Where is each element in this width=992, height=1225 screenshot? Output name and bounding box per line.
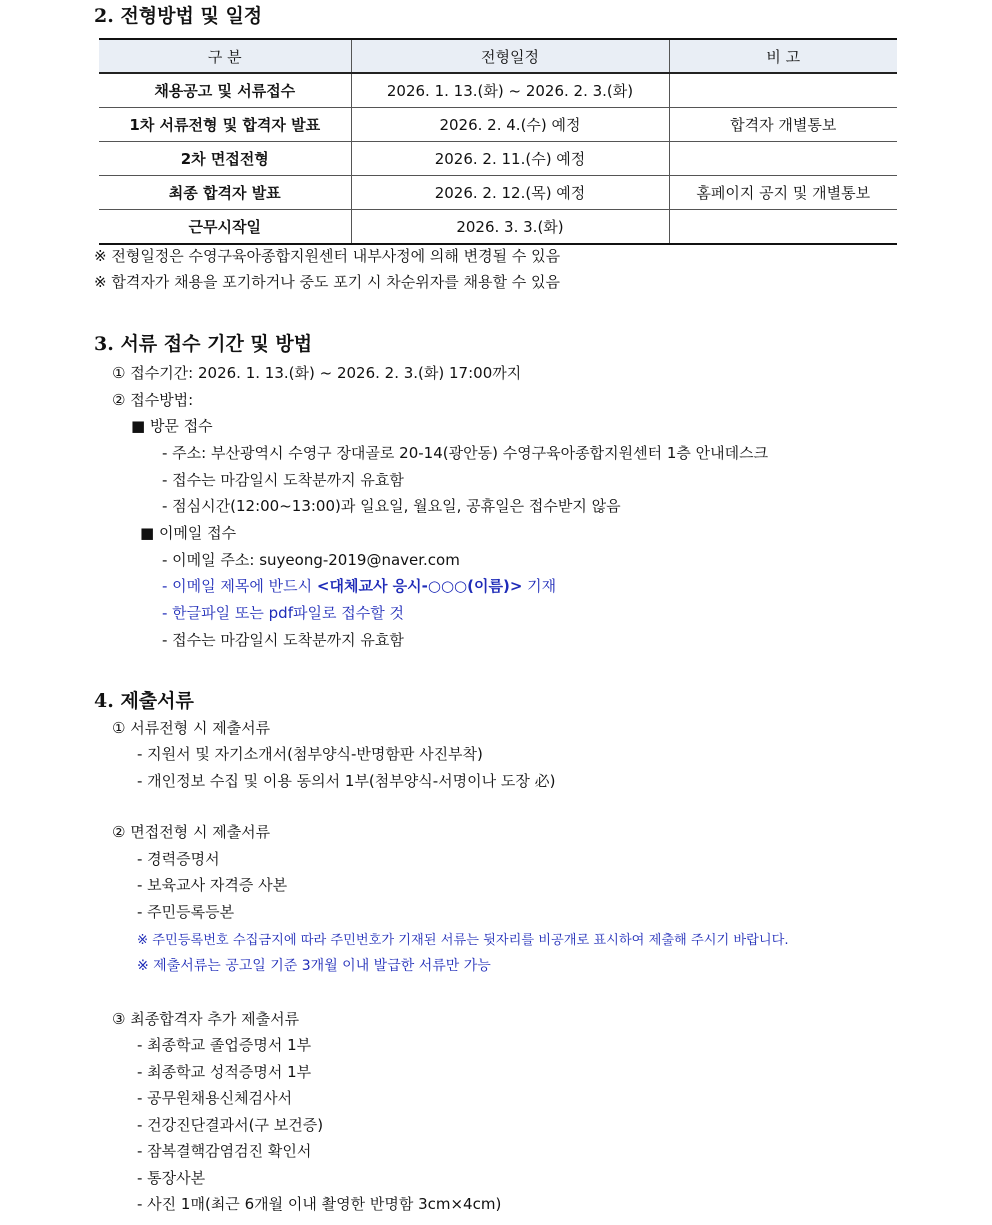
row-note [669,210,897,245]
email-subject-instruction [162,575,556,596]
final-doc-item: - 최종학교 졸업증명서 1부 [137,1036,312,1054]
email-deadline: - 접수는 마감일시 도착분까지 유효함 [162,631,404,649]
row-note: 합격자 개별통보 [669,108,897,142]
final-doc-item: - 공무원채용신체검사서 [137,1089,293,1107]
validity-note: ※ 제출서류는 공고일 기준 3개월 이내 발급한 서류만 가능 [137,958,491,974]
final-docs-label: ③ 최종합격자 추가 제출서류 [112,1010,300,1028]
interview-docs-label: ② 면접전형 시 제출서류 [112,823,271,841]
table-header-row [99,39,897,73]
screening-docs-label: ① 서류전형 시 제출서류 [112,719,271,737]
visit-address: - 주소: 부산광역시 수영구 장대골로 20-14(광안동) 수영구육아종합지원센터 1층 안내데스크 [162,444,769,462]
schedule-table [99,38,897,245]
interview-doc-item: - 경력증명서 [137,850,220,868]
section2-title: 2. 전형방법 및 일정 [94,5,263,27]
visit-deadline: - 접수는 마감일시 도착분까지 유효함 [162,471,404,489]
email-subject-prefix: - 이메일 제목에 반드시 [162,577,317,595]
row-category: 2차 면접전형 [99,142,351,176]
header-note: 비 고 [669,39,897,73]
table-row [99,176,897,210]
email-submission-label: ■ 이메일 접수 [140,524,237,542]
visit-submission-label: ■ 방문 접수 [131,417,213,435]
row-schedule: 2026. 2. 12.(목) 예정 [351,176,669,210]
email-subject-suffix: 기재 [522,577,557,595]
email-file-format: - 한글파일 또는 pdf파일로 접수할 것 [162,604,404,622]
interview-doc-item: - 보육교사 자격증 사본 [137,876,288,894]
privacy-note: ※ 주민등록번호 수집금지에 따라 주민번호가 기재된 서류는 뒷자리를 비공개로 표시하여 제출해 주시기 바랍니다. [137,933,789,948]
header-schedule: 전형일정 [351,39,669,73]
row-note [669,73,897,108]
submission-method-label: ② 접수방법: [112,391,194,409]
header-category: 구 분 [99,39,351,73]
table-row [99,142,897,176]
row-category: 근무시작일 [99,210,351,245]
final-doc-item: - 잠복결핵감염검진 확인서 [137,1142,312,1160]
section4-title: 4. 제출서류 [94,690,194,712]
row-category: 1차 서류전형 및 합격자 발표 [99,108,351,142]
table-row [99,210,897,245]
screening-doc-item: - 지원서 및 자기소개서(첨부양식-반명함판 사진부착) [137,745,483,763]
schedule-note: ※ 전형일정은 수영구육아종합지원센터 내부사정에 의해 변경될 수 있음 [94,247,561,265]
email-address: - 이메일 주소: suyeong-2019@naver.com [162,551,460,569]
submission-period: ① 접수기간: 2026. 1. 13.(화) ~ 2026. 2. 3.(화) 17:00까지 [112,364,522,382]
interview-doc-item: - 주민등록등본 [137,903,235,921]
row-note [669,142,897,176]
final-doc-item: - 건강진단결과서(구 보건증) [137,1116,324,1134]
table-row [99,108,897,142]
row-category: 채용공고 및 서류접수 [99,73,351,108]
schedule-note: ※ 합격자가 채용을 포기하거나 중도 포기 시 차순위자를 채용할 수 있음 [94,273,560,291]
final-doc-item: - 최종학교 성적증명서 1부 [137,1063,312,1081]
row-schedule: 2026. 2. 11.(수) 예정 [351,142,669,176]
screening-doc-item: - 개인정보 수집 및 이용 동의서 1부(첨부양식-서명이나 도장 必) [137,772,556,790]
final-doc-item: - 사진 1매(최근 6개월 이내 촬영한 반명함 3cm×4cm) [137,1195,502,1213]
table-row [99,73,897,108]
row-note: 홈페이지 공지 및 개별통보 [669,176,897,210]
final-doc-item: - 통장사본 [137,1169,206,1187]
row-category: 최종 합격자 발표 [99,176,351,210]
section3-title: 3. 서류 접수 기간 및 방법 [94,333,313,355]
row-schedule: 2026. 3. 3.(화) [351,210,669,245]
row-schedule: 2026. 1. 13.(화) ~ 2026. 2. 3.(화) [351,73,669,108]
visit-exclusions: - 점심시간(12:00~13:00)과 일요일, 월요일, 공휴일은 접수받지 않음 [162,497,621,515]
email-subject-format: <대체교사 응시-○○○(이름)> [316,577,523,595]
row-schedule: 2026. 2. 4.(수) 예정 [351,108,669,142]
